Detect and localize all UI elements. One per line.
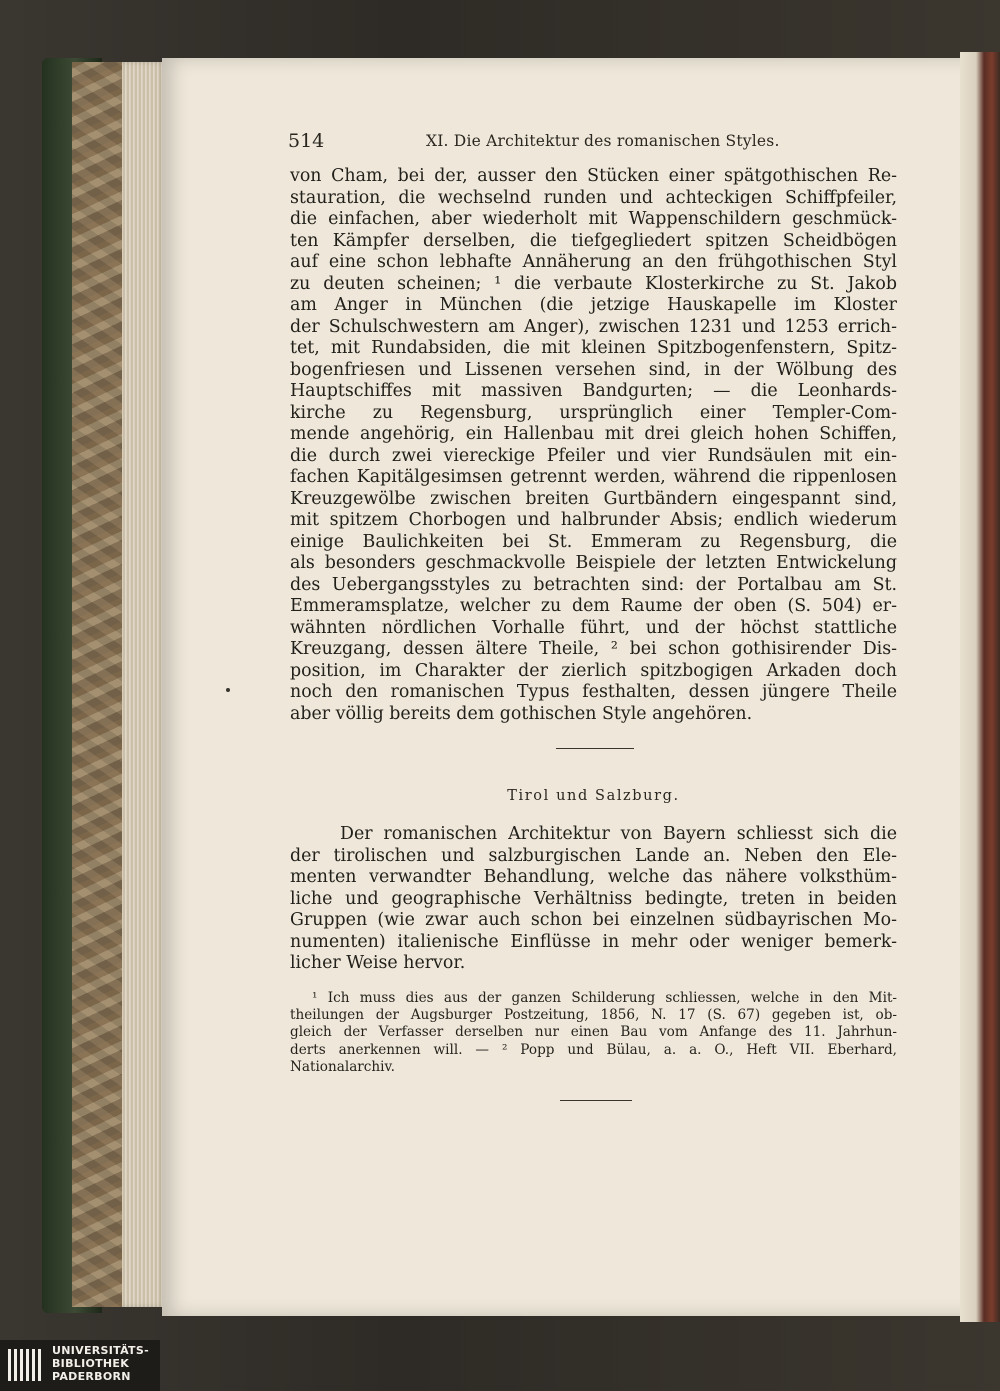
footnotes: [290, 990, 897, 1076]
text-line: auf eine schon lebhafte Annäherung an den frühgothischen Styl: [290, 252, 897, 272]
text-line: der Schulschwestern am Anger), zwischen 1231 und 1253 errich-: [290, 316, 897, 337]
text-line: wähnten nördlichen Vorhalle führt, und der höchst stattliche: [290, 617, 897, 638]
text-line: von Cham, bei der, ausser den Stücken einer spätgothischen Re-: [290, 166, 897, 186]
library-logo-text: [52, 1344, 149, 1383]
library-logo: [0, 1340, 160, 1391]
page-number: 514: [288, 130, 325, 152]
section-divider: [556, 748, 634, 749]
body-paragraph-2: [290, 824, 897, 975]
text-line: bogenfriesen und Lissenen versehen sind, in der Wölbung des: [290, 359, 897, 380]
footnote-line: Nationalarchiv.: [290, 1058, 395, 1075]
text-line: aber völlig bereits dem gothischen Style angehören.: [290, 703, 753, 724]
bottom-divider: [560, 1100, 632, 1101]
text-line: die einfachen, aber wiederholt mit Wappenschildern geschmück-: [290, 209, 897, 229]
text-line: licher Weise hervor.: [290, 953, 466, 973]
text-line: als besonders geschmackvolle Beispiele der letzten Entwickelung: [290, 553, 897, 573]
text-line: stauration, die wechselnd runden und achteckigen Schiffpfeiler,: [290, 187, 897, 208]
page-stack-edge: [122, 62, 166, 1307]
text-line: mit spitzem Chorbogen und halbrunder Absis; endlich wiederum: [290, 510, 897, 530]
text-line: position, im Charakter der zierlich spitzbogigen Arkaden doch: [290, 660, 897, 681]
text-line: des Uebergangsstyles zu betrachten sind: der Portalbau am St.: [290, 574, 897, 595]
marbled-page-edge: [72, 62, 124, 1307]
text-line: einige Baulichkeiten bei St. Emmeram zu Regensburg, die: [290, 531, 897, 552]
text-line: Der romanischen Architektur von Bayern schliesst sich die: [340, 824, 897, 844]
text-line: menten verwandter Behandlung, welche das nähere volksthüm-: [290, 867, 897, 887]
text-line: Hauptschiffes mit massiven Bandgurten; — die Leonhards-: [290, 381, 897, 401]
chapter-title: XI. Die Architektur des romanischen Styles.: [426, 132, 780, 150]
text-line: Gruppen (wie zwar auch schon bei einzelnen südbayrischen Mo-: [290, 910, 897, 930]
text-line: Kreuzgewölbe zwischen breiten Gurtbändern eingespannt sind,: [290, 488, 897, 509]
footnote-line: ¹ Ich muss dies aus der ganzen Schilderung schliessen, welche in den Mit-: [312, 990, 897, 1006]
section-heading: Tirol und Salzburg.: [507, 788, 680, 804]
text-line: der tirolischen und salzburgischen Lande an. Neben den Ele-: [290, 845, 897, 866]
logo-line: BIBLIOTHEK: [52, 1357, 130, 1370]
facing-page-edge: [960, 52, 1000, 1322]
text-line: liche und geographische Verhältniss bedingte, treten in beiden: [290, 888, 897, 909]
text-line: ten Kämpfer derselben, die tiefgegliedert spitzen Scheidbögen: [290, 230, 897, 251]
text-line: am Anger in München (die jetzige Hauskapelle im Kloster: [290, 295, 897, 315]
text-line: numenten) italienische Einflüsse in mehr oder weniger bemerk-: [290, 931, 897, 952]
footnote-line: derts anerkennen will. — ² Popp und Bülau, a. a. O., Heft VII. Eberhard,: [290, 1041, 897, 1058]
library-logo-icon: [6, 1345, 48, 1385]
logo-line: PADERBORN: [52, 1370, 131, 1383]
body-paragraph-1: [290, 166, 897, 725]
text-line: Kreuzgang, dessen ältere Theile, ² bei schon gothisirender Dis-: [290, 639, 897, 659]
footnote-line: theilungen der Augsburger Postzeitung, 1856, N. 17 (S. 67) gegeben ist, ob-: [290, 1007, 897, 1024]
text-line: fachen Kapitälgesimsen getrennt werden, während die rippenlosen: [290, 467, 897, 487]
footnote-line: gleich der Verfasser derselben nur einen Bau vom Anfange des 11. Jahrhun-: [290, 1024, 897, 1041]
text-line: Emmeramsplatze, welcher zu dem Raume der oben (S. 504) er-: [290, 596, 897, 616]
text-line: mende angehörig, ein Hallenbau mit drei gleich hohen Schiffen,: [290, 424, 897, 444]
text-line: kirche zu Regensburg, ursprünglich einer Templer-Com-: [290, 402, 897, 423]
text-line: noch den romanischen Typus festhalten, dessen jüngere Theile: [290, 682, 897, 702]
text-line: tet, mit Rundabsiden, die mit kleinen Spitzbogenfenstern, Spitz-: [290, 338, 897, 358]
page-speck: [226, 688, 230, 692]
logo-line: UNIVERSITÄTS-: [52, 1344, 149, 1357]
running-head: [288, 130, 898, 156]
text-line: die durch zwei viereckige Pfeiler und vier Rundsäulen mit ein-: [290, 445, 897, 466]
text-line: zu deuten scheinen; ¹ die verbaute Klosterkirche zu St. Jakob: [290, 273, 897, 294]
